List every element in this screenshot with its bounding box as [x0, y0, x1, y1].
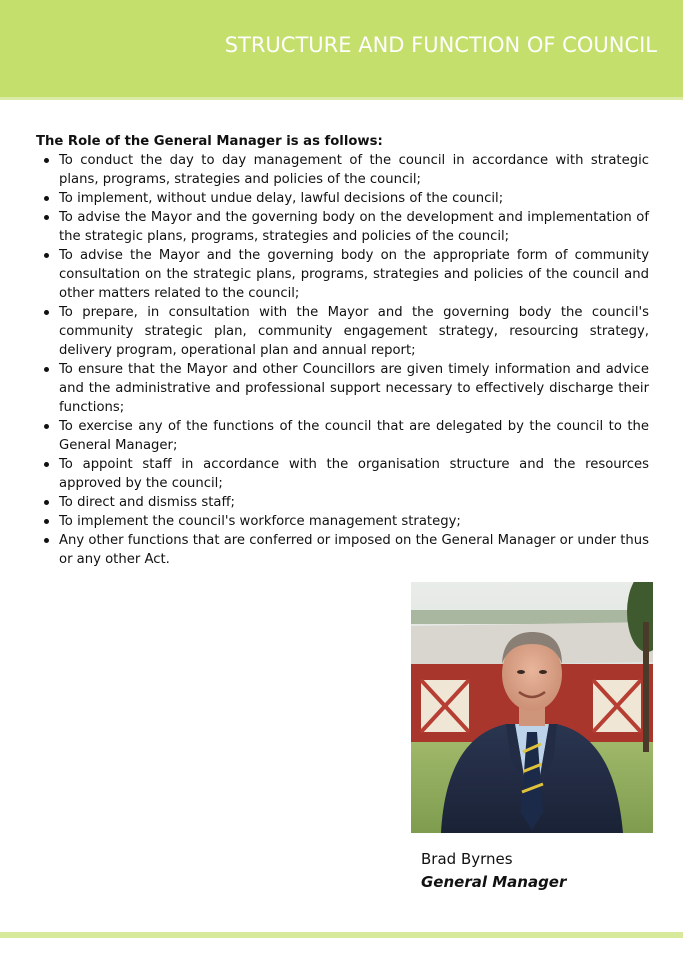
- bullet-icon: [44, 196, 49, 201]
- list-item: Any other functions that are conferred or imposed on the General Manager or under thus or any other Act.: [36, 531, 649, 569]
- list-item: To direct and dismiss staff;: [36, 493, 649, 512]
- profile-name: Brad Byrnes: [421, 850, 513, 868]
- page-header: [0, 0, 683, 100]
- list-item: To conduct the day to day management of the council in accordance with strategic plans, programs, strategies and policies of the council;: [36, 151, 649, 189]
- list-item: To exercise any of the functions of the council that are delegated by the council to the General Manager;: [36, 417, 649, 455]
- list-item: To appoint staff in accordance with the organisation structure and the resources approved by the council;: [36, 455, 649, 493]
- list-item: To implement, without undue delay, lawful decisions of the council;: [36, 189, 649, 208]
- list-item: To advise the Mayor and the governing body on the appropriate form of community consultation on the strategic plans, programs, strategies and policies of the council and other matters related to the council;: [36, 246, 649, 303]
- bullet-icon: [44, 462, 49, 467]
- bullet-icon: [44, 253, 49, 258]
- bullet-icon: [44, 310, 49, 315]
- bullet-icon: [44, 367, 49, 372]
- bullet-icon: [44, 519, 49, 524]
- list-item: To advise the Mayor and the governing body on the development and implementation of the strategic plans, programs, strategies and policies of the council;: [36, 208, 649, 246]
- bullet-icon: [44, 500, 49, 505]
- list-item: To prepare, in consultation with the Mayor and the governing body the council's community strategic plan, community engagement strategy, resourcing strategy, delivery program, operational plan and annual report;: [36, 303, 649, 360]
- bullet-icon: [44, 538, 49, 543]
- list-item: To ensure that the Mayor and other Councillors are given timely information and advice and the administrative and professional support necessary to effectively discharge their functions;: [36, 360, 649, 417]
- role-intro-heading: The Role of the General Manager is as follows:: [36, 134, 383, 149]
- footer-bar: [0, 932, 683, 938]
- role-list: [36, 151, 649, 569]
- profile-title: General Manager: [421, 873, 567, 891]
- list-item: To implement the council's workforce management strategy;: [36, 512, 649, 531]
- bullet-icon: [44, 215, 49, 220]
- bullet-icon: [44, 158, 49, 163]
- bullet-icon: [44, 424, 49, 429]
- general-manager-photo: [411, 582, 653, 833]
- portrait-illustration: [411, 582, 653, 833]
- page-title: STRUCTURE AND FUNCTION OF COUNCIL: [224, 33, 657, 57]
- role-section: [36, 132, 649, 569]
